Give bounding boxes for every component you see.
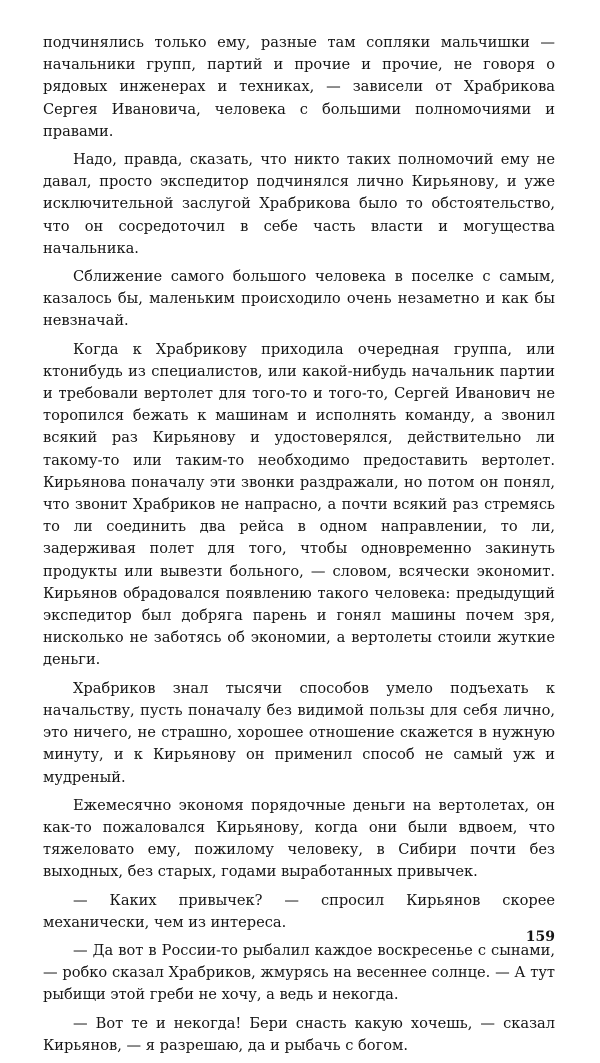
book-page-text xyxy=(43,32,555,1063)
paragraph: Когда к Храбрикову приходила очередная группа, или ктонибудь из специалистов, или какой-нибудь начальник партии и требовали вертолет для того-то и того-то, Сергей Иванович не торопился бежать к машинам и исполнять команду, а звонил всякий раз Кирьянову и удостоверялся, действительно ли такому-то или таким-то необходимо предоставить вертолет. Кирьянова поначалу эти звонки раздражали, но потом он понял, что звонит Храбриков не напрасно, а почти всякий раз стремясь то ли соединить два рейса в одном направлении, то ли, задерживая полет для того, чтобы одновременно закинуть продукты или вывезти больного, — словом, всячески экономит. Кирьянов обрадовался появлению такого человека: предыдущий экспедитор был добряга парень и гонял машины почем зря, нисколько не заботясь об экономии, а вертолеты стоили жуткие деньги. xyxy=(43,340,555,669)
page-number: 159 xyxy=(525,929,555,945)
paragraph: Сближение самого большого человека в поселке с самым, казалось бы, маленьким происходило очень незаметно и как бы невзначай. xyxy=(43,268,555,330)
paragraph: Надо, правда, сказать, что никто таких полномочий ему не давал, просто экспедитор подчинялся лично Кирьянову, и уже исключительной заслугой Храбрикова было то обстоятельство, что он сосредоточил в себе часть власти и могущества начальника. xyxy=(43,151,555,257)
paragraph: Храбриков знал тысячи способов умело подъехать к начальству, пусть поначалу без видимой пользы для себя лично, это ничего, не страшно, хорошее отношение скажется в нужную минуту, и к Кирьянову он применил способ не самый уж и мудреный. xyxy=(43,679,555,786)
paragraph: подчинялись только ему, разные там сопляки мальчишки — начальники групп, партий и прочие и прочие, не говоря о рядовых инженерах и техниках, — зависели от Храбрикова Сергея Ивановича, человека с большими полномочиями и правами. xyxy=(43,34,555,140)
dialogue-line: — Каких привычек? — спросил Кирьянов скорее механически, чем из интереса. xyxy=(43,891,555,931)
dialogue-line: — Вот те и некогда! Бери снасть какую хочешь, — сказал Кирьянов, — я разрешаю, да и рыбачь с богом. xyxy=(43,1014,555,1054)
paragraph: Ежемесячно экономя порядочные деньги на вертолетах, он как-то пожаловался Кирьянову, когда они были вдвоем, что тяжеловато ему, пожилому человеку, в Сибири почти без выходных, без старых, годами выработанных привычек. xyxy=(43,796,555,881)
dialogue-line: — Да вот в России-то рыбалил каждое воскресенье с сынами, — робко сказал Храбриков, жмурясь на весеннее солнце. — А тут рыбищи этой греби не хочу, а ведь и некогда. xyxy=(43,941,555,1004)
